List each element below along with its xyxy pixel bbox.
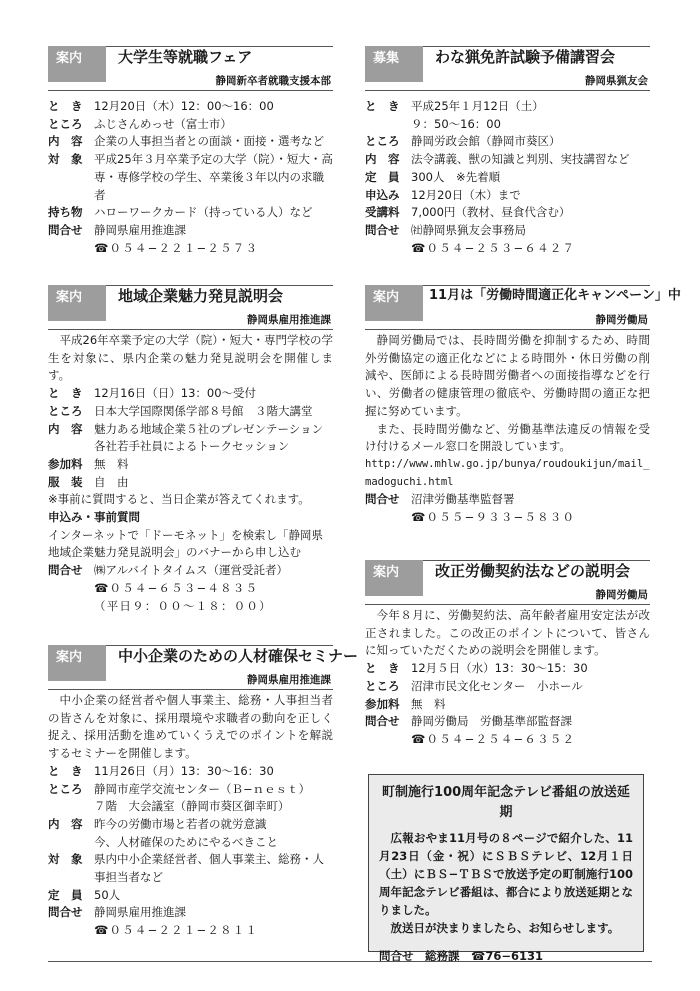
notice-title: わな猟免許試験予備講習会 xyxy=(435,48,616,66)
category-tag: 案内 xyxy=(365,560,423,596)
detail-row-dress: 服 装 自 由 xyxy=(48,474,129,489)
detail-row-belongings: 持ち物 ハローワークカード（持っている人）など xyxy=(48,205,313,220)
detail-row-content: 内 容 法令講義、獣の知識と判別、実技講習など xyxy=(365,152,630,167)
company-fair-notice xyxy=(48,285,333,613)
detail-row-capacity: 定 員 300人 ※先着順 xyxy=(365,169,501,184)
header-underline xyxy=(48,90,333,91)
campaign-paragraph-1: 静岡労働局では、長時間労働を抑制するため、時間外労働協定の適正化などによる時間外・休日労働の削減や、医師による長時間労働者への面接指導などを行い、労働者の健康管理の徹底や、労働時間の適正な把握に努めています。 xyxy=(365,333,650,418)
apply-instructions: インターネットで「ドーモネット」を検索し「静岡県地域企業魅力発見説明会」のバナーから申し込む xyxy=(48,527,323,560)
seminar-body xyxy=(48,692,333,940)
phone-number: ☎０５４−２５４−６３５２ xyxy=(411,731,576,746)
company-fair-body xyxy=(48,332,333,615)
category-tag: 案内 xyxy=(48,285,106,321)
page-bottom-rule xyxy=(48,961,652,962)
detail-row-content: 内 容 魅力ある地域企業５社のプレゼンテーション xyxy=(48,421,324,436)
detail-row-date: と き 11月26日（月）13：30〜16：30 xyxy=(48,763,274,778)
intro-paragraph: 平成26年卒業予定の大学（院）・短大・専門学校の学生を対象に、県内企業の魅力発見説明会を開催します。 xyxy=(48,333,333,383)
category-tag: 募集 xyxy=(365,46,423,82)
notice-organizer: 静岡県雇用推進課 xyxy=(247,674,331,686)
category-tag: 案内 xyxy=(365,285,423,321)
detail-row-capacity: 定 員 50人 xyxy=(48,887,121,902)
category-tag: 案内 xyxy=(48,645,106,681)
detail-row-target: 対 象 平成25年３月卒業予定の大学（院）・短大・高専・専修学校の学生、卒業後３年以内の求職者 xyxy=(48,152,333,202)
phone-number: ☎０５５−９３３−５８３０ xyxy=(411,510,576,525)
work-hours-campaign-notice xyxy=(365,285,681,525)
notice-organizer: 静岡新卒者就職支援本部 xyxy=(215,75,331,87)
detail-row-date: と き 平成25年１月12日（土） xyxy=(365,99,544,113)
mail-window-url[interactable]: http://www.mhlw.go.jp/bunya/roudoukijun/mail_madoguchi.html xyxy=(365,457,650,488)
notice-organizer: 静岡労働局 xyxy=(595,589,648,601)
intro-paragraph: 中小企業の経営者や個人事業主、総務・人事担当者の皆さんを対象に、採用環境や求職者の動向を正しく捉え、採用活動を進めていくうえでのポイントを解説するセミナーを開催します。 xyxy=(48,693,333,761)
detail-row-fee: 受講料 7,000円（教材、昼食代含む） xyxy=(365,205,571,220)
detail-place-continued: ７階 大会議室（静岡市葵区御幸町） xyxy=(94,799,290,814)
detail-content-continued: 各社若手社員によるトークセッション xyxy=(94,439,290,454)
notice-organizer: 静岡県雇用推進課 xyxy=(247,314,331,326)
detail-row-date: と き 12月20日（木）12：00〜16：00 xyxy=(48,99,274,113)
detail-row-contact: 問合せ ㈱アルバイトタイムス（運営受託者） xyxy=(48,563,289,578)
category-tag: 案内 xyxy=(48,46,106,82)
detail-row-contact: 問合せ 静岡労働局 労働基準部監督課 xyxy=(365,714,572,729)
briefing-header xyxy=(365,560,650,601)
detail-row-contact: 問合せ 静岡県雇用推進課 xyxy=(48,905,186,920)
apply-label: 申込み・事前質問 xyxy=(48,510,140,525)
campaign-header xyxy=(365,285,681,326)
detail-content-continued: 今、人材確保のためにやるべきこと xyxy=(94,834,278,849)
job-fair-header xyxy=(48,46,333,87)
notice-title: 大学生等就職フェア xyxy=(118,48,253,66)
detail-time: ９：50〜16：00 xyxy=(411,116,501,131)
phone-number: ☎０５４−２２１−２８１１ xyxy=(94,923,259,938)
detail-row-place: ところ 日本大学国際関係学部８号館 ３階大講堂 xyxy=(48,403,313,418)
detail-row-contact: 問合せ ㈳静岡県猟友会事務局 xyxy=(365,222,526,237)
campaign-body xyxy=(365,332,650,527)
header-underline xyxy=(365,604,650,605)
notice-title: 11月は「労働時間適正化キャンペーン」中 xyxy=(429,288,681,303)
detail-row-content: 内 容 企業の人事担当者との面談・面接・選考など xyxy=(48,134,324,149)
detail-row-apply: 申込み 12月20日（木）まで xyxy=(365,187,521,202)
detail-row-place: ところ 静岡労政会館（静岡市葵区） xyxy=(365,134,561,149)
office-hours: （平日９：００〜１８：００） xyxy=(94,598,272,613)
job-fair-notice xyxy=(48,46,333,255)
notice-title: 地域企業魅力発見説明会 xyxy=(118,287,284,305)
postponement-followup: 放送日が決まりましたら、お知らせします。 xyxy=(390,921,620,935)
header-underline xyxy=(48,689,333,690)
trap-hunting-body xyxy=(365,98,650,257)
detail-row-place: ところ 沼津市民文化センター 小ホール xyxy=(365,678,583,693)
company-fair-header xyxy=(48,285,333,326)
question-note: ※事前に質問すると、当日企業が答えてくれます。 xyxy=(48,492,310,507)
detail-row-fee: 参加料 無 料 xyxy=(48,456,129,471)
trap-hunting-header xyxy=(365,46,650,87)
phone-number: ☎０５４−６５３−４８３５ xyxy=(94,580,259,595)
detail-row-contact: 問合せ 静岡県雇用推進課 xyxy=(48,222,186,237)
campaign-paragraph-2: また、長時間労働など、労働基準法違反の情報を受け付けるメール窓口を開設しています。 xyxy=(365,421,650,454)
notice-title: 改正労働契約法などの説明会 xyxy=(435,562,631,580)
postponement-body: 広報おやま11月号の８ページで紹介した、11月23日（金・祝）にＳＢＳテレビ、12月１日（土）にＢＳ−ＴＢＳで放送予定の町制施行100周年記念テレビ番組は、都合により放送延期となりました。 xyxy=(379,831,633,917)
detail-row-date: と き 12月５日（水）13：30〜15：30 xyxy=(365,661,588,676)
detail-row-content: 内 容 昨今の労働市場と若者の就労意識 xyxy=(48,816,267,831)
detail-row-contact: 問合せ 沼津労働基準監督署 xyxy=(365,492,515,507)
postponement-title: 町制施行100周年記念テレビ番組の放送延期 xyxy=(382,785,630,820)
broadcast-postponement-box xyxy=(368,774,644,963)
notice-title: 中小企業のための人材確保セミナー xyxy=(118,647,359,665)
header-underline xyxy=(48,329,333,330)
detail-row-fee: 参加料 無 料 xyxy=(365,696,446,711)
phone-number: ☎０５４−２５３−６４２７ xyxy=(411,240,576,255)
header-underline xyxy=(365,90,650,91)
labor-law-briefing-notice xyxy=(365,560,650,746)
detail-row-date: と き 12月16日（日）13：00〜受付 xyxy=(48,386,257,401)
notice-organizer: 静岡県猟友会 xyxy=(585,75,648,87)
phone-number: ☎０５４−２２１−２５７３ xyxy=(94,240,259,255)
job-fair-body xyxy=(48,98,333,257)
trap-hunting-notice xyxy=(365,46,650,255)
postponement-contact: 問合せ 総務課 ☎76−6131 xyxy=(379,949,543,963)
intro-paragraph: 今年８月に、労働契約法、高年齢者雇用安定法が改正されました。この改正のポイントについて、皆さんに知っていただくための説明会を開催します。 xyxy=(365,608,650,658)
detail-row-target: 対 象 県内中小企業経営者、個人事業主、総務・人事担当者など xyxy=(48,852,324,885)
detail-row-place: ところ 静岡市産学交流センター（Ｂ−ｎｅｓｔ） xyxy=(48,781,311,796)
briefing-body xyxy=(365,607,650,749)
seminar-header xyxy=(48,645,359,686)
header-underline xyxy=(365,329,650,330)
notice-organizer: 静岡労働局 xyxy=(595,314,648,326)
detail-row-place: ところ ふじさんめっせ（富士市） xyxy=(48,116,232,131)
seminar-notice xyxy=(48,645,359,938)
